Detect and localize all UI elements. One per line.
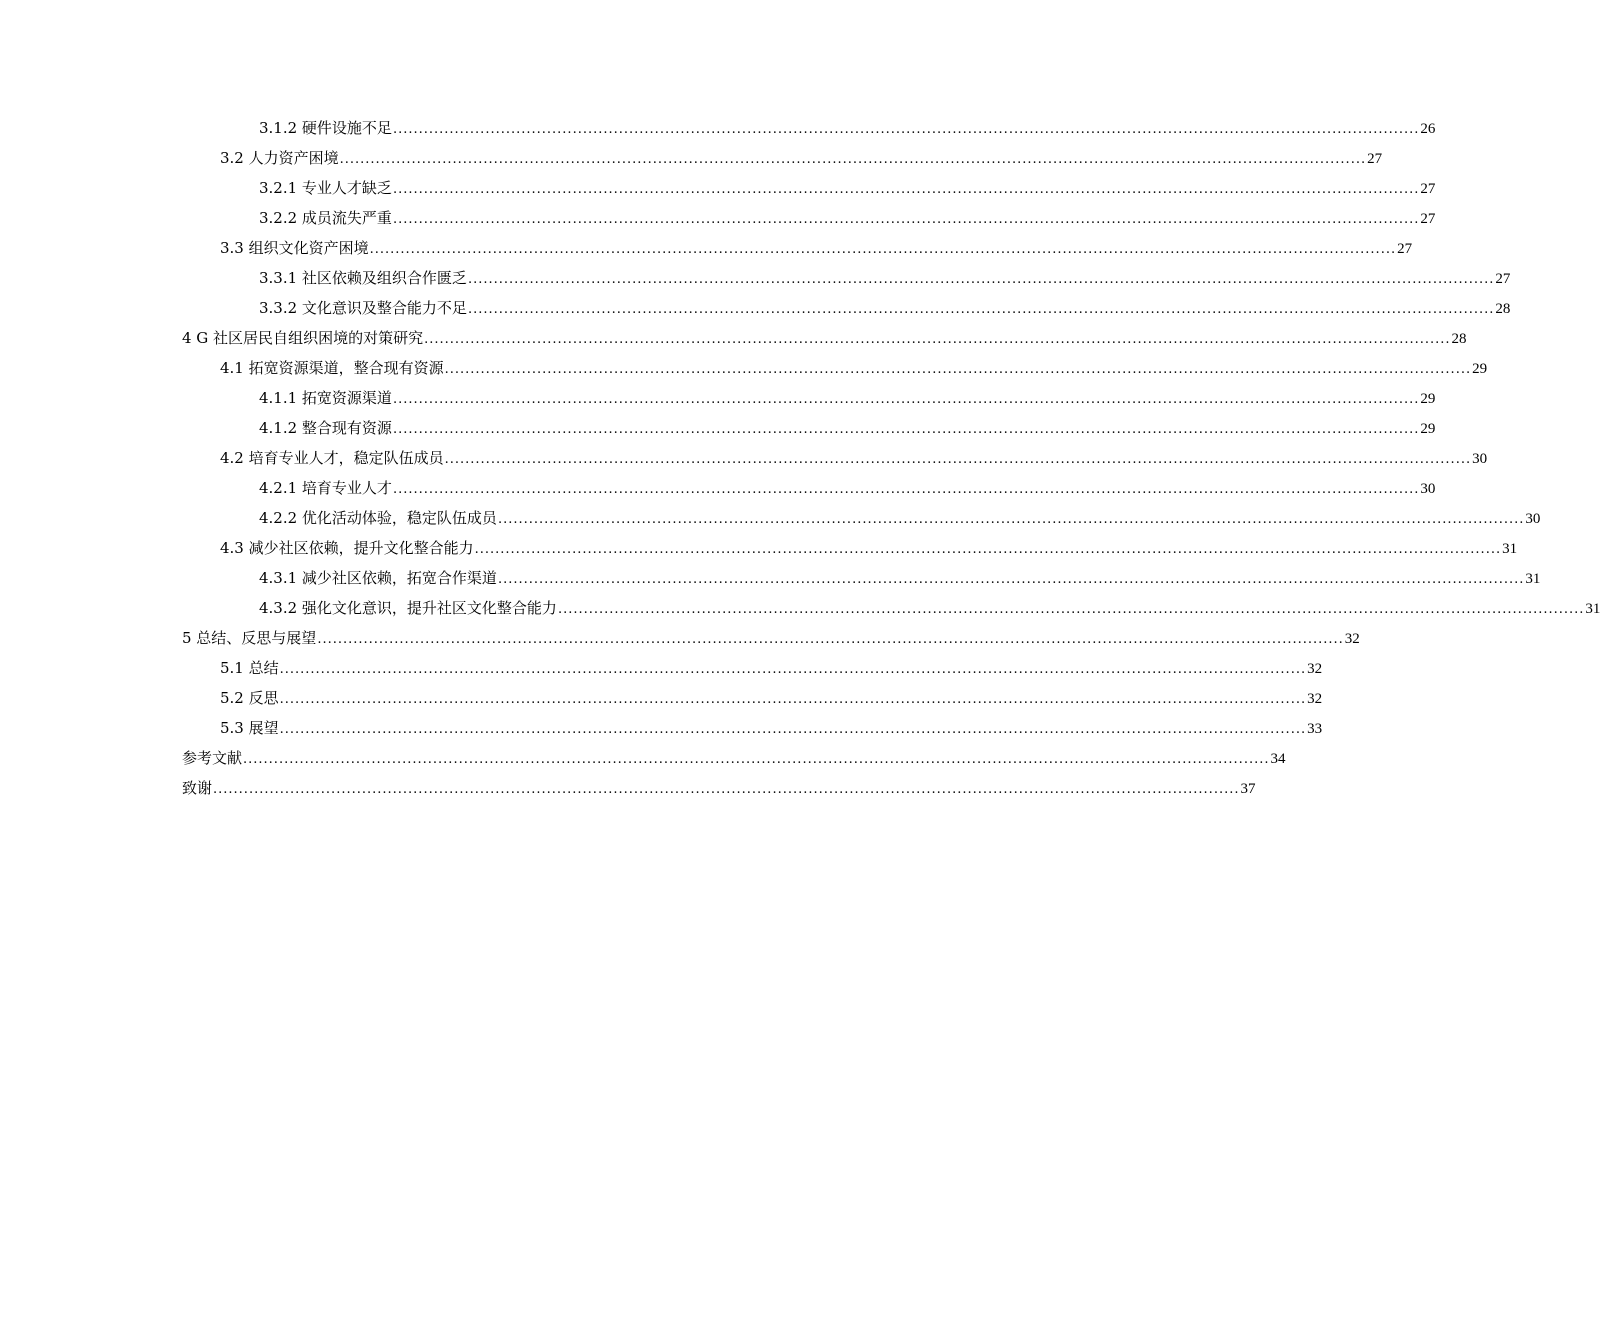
toc-entry-label: 5.1 总结 xyxy=(220,659,279,677)
toc-entry-label: 3.2.2 成员流失严重 xyxy=(259,209,392,227)
toc-entry[interactable] xyxy=(182,323,1467,353)
toc-entry[interactable] xyxy=(182,713,1323,743)
toc-entry-label: 3.3 组织文化资产困境 xyxy=(220,239,369,257)
toc-entry-page: 31 xyxy=(1525,571,1541,587)
toc-entry-page: 27 xyxy=(1420,211,1436,227)
toc-entry-label: 参考文献 xyxy=(182,749,243,767)
toc-entry-page: 34 xyxy=(1270,751,1286,767)
toc-entry-page: 27 xyxy=(1420,181,1436,197)
toc-entry-label: 4.3.2 强化文化意识，提升社区文化整合能力 xyxy=(259,599,557,617)
toc-entry-label: 4.2 培育专业人才，稳定队伍成员 xyxy=(220,449,444,467)
toc-entry-page: 26 xyxy=(1420,121,1436,137)
toc-leader-dots: ........................................................................................................................................................................................................ xyxy=(213,782,1240,797)
toc-entry-label: 3.3.1 社区依赖及组织合作匮乏 xyxy=(259,269,467,287)
toc-leader-dots: ........................................................................................................................................................................................................ xyxy=(444,362,1472,377)
toc-leader-dots: ........................................................................................................................................................................................................ xyxy=(392,392,1420,407)
toc-leader-dots: ........................................................................................................................................................................................................ xyxy=(369,242,1397,257)
toc-entry-label: 3.1.2 硬件设施不足 xyxy=(259,119,392,137)
toc-entry-page: 31 xyxy=(1585,601,1600,617)
toc-entry[interactable] xyxy=(182,143,1383,173)
toc-entry-page: 29 xyxy=(1472,361,1488,377)
toc-entry-label: 4.1.1 拓宽资源渠道 xyxy=(259,389,392,407)
toc-leader-dots: ........................................................................................................................................................................................................ xyxy=(339,152,1367,167)
toc-entry[interactable] xyxy=(182,683,1323,713)
toc-entry-label: 3.3.2 文化意识及整合能力不足 xyxy=(259,299,467,317)
toc-entry-label: 5.3 展望 xyxy=(220,719,279,737)
toc-leader-dots: ........................................................................................................................................................................................................ xyxy=(392,422,1420,437)
toc-entry-label: 5.2 反思 xyxy=(220,689,279,707)
toc-entry-page: 29 xyxy=(1420,421,1436,437)
toc-leader-dots: ........................................................................................................................................................................................................ xyxy=(424,332,1451,347)
toc-entry-page: 28 xyxy=(1495,301,1511,317)
toc-entry[interactable] xyxy=(182,443,1488,473)
toc-leader-dots: ........................................................................................................................................................................................................ xyxy=(474,542,1502,557)
toc-leader-dots: ........................................................................................................................................................................................................ xyxy=(317,632,1344,647)
toc-entry-page: 30 xyxy=(1525,511,1541,527)
toc-entry-label: 4.2.2 优化活动体验，稳定队伍成员 xyxy=(259,509,497,527)
toc-leader-dots: ........................................................................................................................................................................................................ xyxy=(444,452,1472,467)
toc-entry[interactable] xyxy=(182,353,1488,383)
toc-entry[interactable] xyxy=(182,743,1286,773)
toc-entry[interactable] xyxy=(182,263,1511,293)
toc-entry-page: 27 xyxy=(1397,241,1413,257)
toc-leader-dots: ........................................................................................................................................................................................................ xyxy=(243,752,1270,767)
toc-entry[interactable] xyxy=(182,113,1436,143)
toc-leader-dots: ........................................................................................................................................................................................................ xyxy=(392,212,1420,227)
toc-entry-page: 37 xyxy=(1240,781,1256,797)
toc-leader-dots: ........................................................................................................................................................................................................ xyxy=(467,272,1495,287)
toc-leader-dots: ........................................................................................................................................................................................................ xyxy=(279,662,1307,677)
toc-entry-page: 32 xyxy=(1344,631,1360,647)
toc-leader-dots: ........................................................................................................................................................................................................ xyxy=(392,482,1420,497)
toc-entry-label: 3.2 人力资产困境 xyxy=(220,149,339,167)
toc-entry[interactable] xyxy=(182,203,1436,233)
toc-entry-label: 3.2.1 专业人才缺乏 xyxy=(259,179,392,197)
toc-leader-dots: ........................................................................................................................................................................................................ xyxy=(279,722,1307,737)
toc-entry-page: 28 xyxy=(1451,331,1467,347)
toc-entry[interactable] xyxy=(182,563,1541,593)
toc-entry[interactable] xyxy=(182,623,1360,653)
toc-leader-dots: ........................................................................................................................................................................................................ xyxy=(557,602,1585,617)
toc-entry-page: 32 xyxy=(1307,661,1323,677)
toc-entry-label: 4 G 社区居民自组织困境的对策研究 xyxy=(182,329,424,347)
toc-leader-dots: ........................................................................................................................................................................................................ xyxy=(279,692,1307,707)
toc-entry-page: 27 xyxy=(1367,151,1383,167)
toc-leader-dots: ........................................................................................................................................................................................................ xyxy=(392,182,1420,197)
toc-entry[interactable] xyxy=(182,653,1323,683)
toc-entry-page: 33 xyxy=(1307,721,1323,737)
toc-entry-label: 4.1.2 整合现有资源 xyxy=(259,419,392,437)
toc-entry-label: 致谢 xyxy=(182,779,213,797)
toc-entry-page: 27 xyxy=(1495,271,1511,287)
toc-leader-dots: ........................................................................................................................................................................................................ xyxy=(497,512,1525,527)
toc-entry[interactable] xyxy=(182,593,1600,623)
toc-entry-page: 30 xyxy=(1472,451,1488,467)
toc-entry[interactable] xyxy=(182,533,1518,563)
toc-entry-page: 29 xyxy=(1420,391,1436,407)
toc-entry[interactable] xyxy=(182,413,1436,443)
toc-leader-dots: ........................................................................................................................................................................................................ xyxy=(467,302,1495,317)
toc-leader-dots: ........................................................................................................................................................................................................ xyxy=(497,572,1525,587)
toc-leader-dots: ........................................................................................................................................................................................................ xyxy=(392,122,1420,137)
toc-entry[interactable] xyxy=(182,473,1436,503)
toc-entry[interactable] xyxy=(182,293,1511,323)
toc-entry-label: 4.1 拓宽资源渠道，整合现有资源 xyxy=(220,359,444,377)
toc-entry[interactable] xyxy=(182,383,1436,413)
toc-entry-page: 32 xyxy=(1307,691,1323,707)
toc-entry[interactable] xyxy=(182,773,1256,803)
toc-entry-label: 4.2.1 培育专业人才 xyxy=(259,479,392,497)
toc-entry[interactable] xyxy=(182,503,1541,533)
toc-entry[interactable] xyxy=(182,173,1436,203)
toc-entry-label: 4.3.1 减少社区依赖，拓宽合作渠道 xyxy=(259,569,497,587)
toc-entry-page: 31 xyxy=(1502,541,1518,557)
toc-entry-label: 5 总结、反思与展望 xyxy=(182,629,317,647)
toc-entry-page: 30 xyxy=(1420,481,1436,497)
toc-entry[interactable] xyxy=(182,233,1413,263)
table-of-contents xyxy=(182,113,1600,803)
toc-entry-label: 4.3 减少社区依赖，提升文化整合能力 xyxy=(220,539,474,557)
